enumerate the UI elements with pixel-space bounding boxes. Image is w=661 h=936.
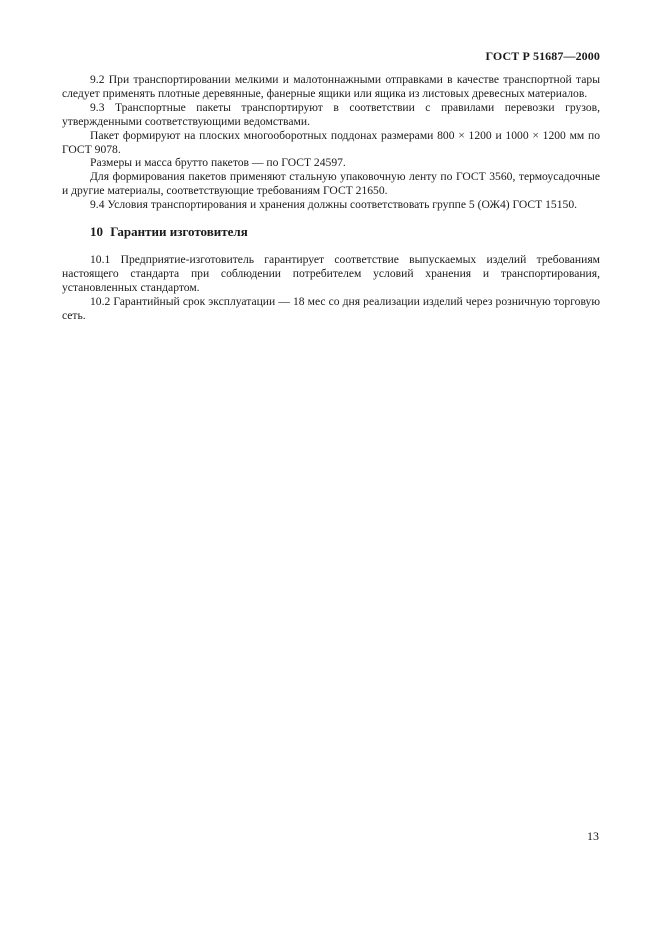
document-body xyxy=(62,73,600,323)
paragraph-9-4: 9.4 Условия транспортирования и хранения должны соответствовать группе 5 (ОЖ4) ГОСТ 15150. xyxy=(90,198,578,212)
page-number: 13 xyxy=(587,829,599,843)
section-number: 10 xyxy=(90,224,103,240)
document-id: ГОСТ Р 51687—2000 xyxy=(485,49,600,63)
paragraph-9-3: 9.3 Транспортные пакеты транспортируют в соответствии с правилами перевозки грузов, утвержденными соответствующими ведомствами. xyxy=(62,100,600,128)
section-title: Гарантии изготовителя xyxy=(110,224,248,240)
paragraph-pallets: Пакет формируют на плоских многооборотных поддонах размерами 800 × 1200 и 1000 × 1200 мм по ГОСТ 9078. xyxy=(62,128,600,156)
document-header xyxy=(485,49,600,64)
section-10-heading xyxy=(62,225,600,239)
paragraph-sizes: Размеры и масса брутто пакетов — по ГОСТ 24597. xyxy=(90,156,346,170)
paragraph-packing: Для формирования пакетов применяют стальную упаковочную ленту по ГОСТ 3560, термоусадочные и другие материалы, соответствующие требованиям ГОСТ 21650. xyxy=(62,170,600,198)
paragraph-10-1: 10.1 Предприятие-изготовитель гарантирует соответствие выпускаемых изделий требованиям настоящего стандарта при соблюдении потребителем условий хранения и транспортирования, установленных стандартом. xyxy=(62,252,600,294)
paragraph-10-2: 10.2 Гарантийный срок эксплуатации — 18 мес со дня реализации изделий через розничную торговую сеть. xyxy=(62,294,600,322)
paragraph-9-2: 9.2 При транспортировании мелкими и малотоннажными отправками в качестве транспортной тары следует применять плотные деревянные, фанерные ящики или ящика из листовых древесных материалов. xyxy=(62,73,600,100)
